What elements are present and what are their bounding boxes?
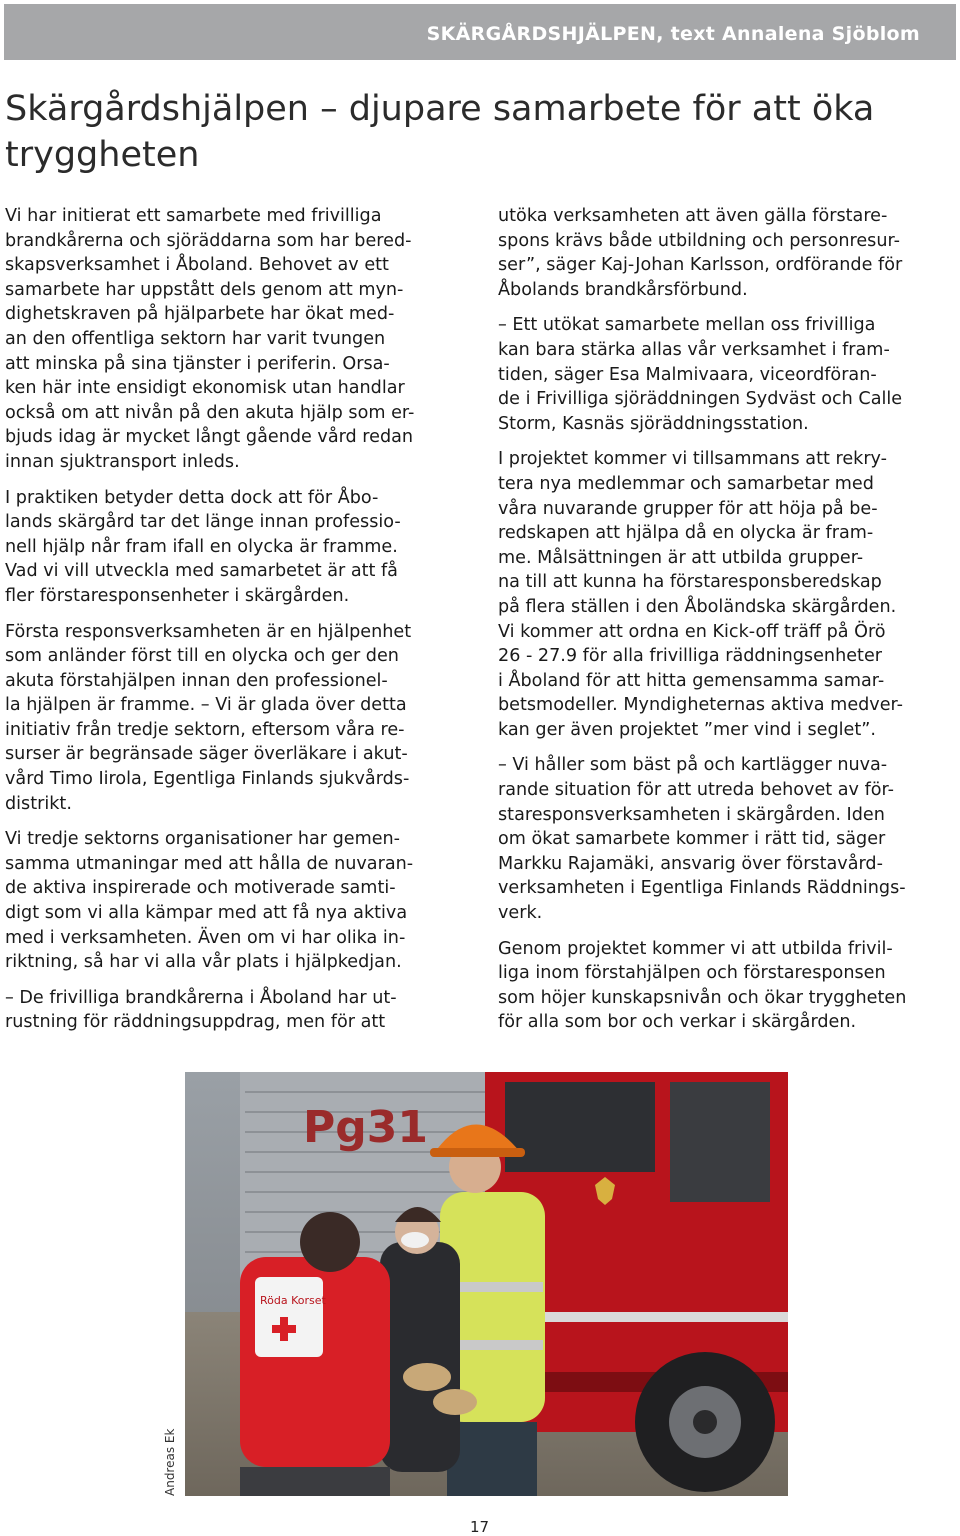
article-paragraph xyxy=(498,753,960,925)
article-text-line: spons krävs både utbildning och personresur- xyxy=(498,230,900,251)
article-text-line: na till att kunna ha förstaresponsberedskap xyxy=(498,572,882,593)
article-text-line: för alla som bor och verkar i skärgården. xyxy=(498,1012,857,1033)
article-text-line: som anländer först till en olycka och ger den xyxy=(5,646,399,667)
article-text-line: att minska på sina tjänster i periferin. Orsa- xyxy=(5,353,390,374)
article-text-line: ser”, säger Kaj-Johan Karlsson, ordförande för xyxy=(498,255,903,276)
article-text-line: 26 - 27.9 för alla frivilliga räddningsenheter xyxy=(498,646,883,667)
article-text-line: betsmodeller. Myndigheternas aktiva medver- xyxy=(498,695,903,716)
article-text-line: I projektet kommer vi tillsammans att rekry- xyxy=(498,449,888,470)
article-paragraph xyxy=(498,204,960,302)
article-paragraph xyxy=(498,937,960,1035)
article-text-line: Vi tredje sektorns organisationer har gemen- xyxy=(5,829,401,850)
article-text-line: Första responsverksamheten är en hjälpenhet xyxy=(5,621,412,642)
article-text-line: innan sjuktransport inleds. xyxy=(5,451,240,472)
page-number: 17 xyxy=(470,1518,490,1536)
article-paragraph xyxy=(5,827,467,975)
article-text-line: nell hjälp når fram ifall en olycka är framme. xyxy=(5,536,398,557)
article-paragraph xyxy=(498,447,960,742)
section-header-bar xyxy=(4,4,956,60)
article-text-line: rustning för räddningsuppdrag, men för att xyxy=(5,1012,386,1033)
article-text-line: Storm, Kasnäs sjöräddningsstation. xyxy=(498,413,809,434)
article-paragraph xyxy=(5,204,467,475)
photo-credit: Andreas Ek xyxy=(163,1428,177,1496)
article-text-line: vård Timo Iirola, Egentliga Finlands sjukvårds- xyxy=(5,769,410,790)
article-text-line: – Ett utökat samarbete mellan oss frivilliga xyxy=(498,315,876,336)
volunteer-hair xyxy=(300,1212,360,1272)
rescue-scene-illustration xyxy=(185,1072,788,1496)
glove xyxy=(433,1389,477,1415)
article-text-line: I praktiken betyder detta dock att för Åbo- xyxy=(5,487,379,508)
article-text-line: verk. xyxy=(498,903,543,924)
article-text-line: samma utmaningar med att hålla de nuvaran- xyxy=(5,853,414,874)
article-text-line: om ökat samarbete kommer i rätt tid, säger xyxy=(498,829,886,850)
article-text-line: Vi har initierat ett samarbete med frivilliga xyxy=(5,206,382,226)
glove xyxy=(403,1363,451,1391)
article-title-line: Skärgårdshjälpen – djupare samarbete för att öka xyxy=(5,89,875,129)
patient-jacket xyxy=(380,1242,460,1472)
article-text-line: skapsverksamhet i Åboland. Behovet av ett xyxy=(5,255,389,276)
article-paragraph xyxy=(498,313,960,436)
article-text-line: med i verksamheten. Även om vi har olika in- xyxy=(5,927,406,948)
article-text-line: redskapen att hjälpa då en olycka är fram- xyxy=(498,523,874,544)
article-text-line: Genom projektet kommer vi att utbilda frivil- xyxy=(498,938,893,959)
article-text-line: tiden, säger Esa Malmivaara, viceordföran- xyxy=(498,364,877,385)
article-text-line: bjuds idag är mycket långt gående vård redan xyxy=(5,427,414,448)
article-text-line: verksamheten i Egentliga Finlands Räddnings- xyxy=(498,878,906,899)
article-text-line: fler förstaresponsenheter i skärgården. xyxy=(5,585,350,606)
article-text-line: riktning, så har vi alla vår plats i hjälpkedjan. xyxy=(5,952,402,973)
article-text-line: Vi kommer att ordna en Kick-off träff på Örö xyxy=(498,621,886,642)
article-text-line: på flera ställen i den Åboländska skärgården. xyxy=(498,596,897,617)
article-text-line: Vad vi vill utveckla med samarbetet är att få xyxy=(5,561,398,582)
article-text-line: brandkårerna och sjöräddarna som har bered- xyxy=(5,230,412,251)
article-paragraph xyxy=(5,486,467,609)
article-right-column xyxy=(498,204,960,1046)
article-text-line: utöka verksamheten att även gälla förstare- xyxy=(498,206,888,226)
article-text-line: Markku Rajamäki, ansvarig över förstavård- xyxy=(498,853,883,874)
article-text-line: våra nuvarande grupper för att höja på be- xyxy=(498,498,878,519)
article-text-line: initiativ från tredje sektorn, eftersom våra re- xyxy=(5,719,405,740)
article-left-column xyxy=(5,204,467,1046)
article-text-line: liga inom förstahjälpen och förstaresponsen xyxy=(498,963,886,984)
article-text-line: samarbete har uppstått dels genom att myn- xyxy=(5,279,404,300)
article-text-line: de aktiva inspirerade och motiverade samti- xyxy=(5,878,396,899)
article-title xyxy=(5,86,945,178)
article-text-line: digt som vi alla kämpar med att få nya aktiva xyxy=(5,903,408,924)
truck-marking: Pg31 xyxy=(303,1102,428,1153)
article-text-line: också om att nivån på den akuta hjälp som er- xyxy=(5,402,415,423)
article-photo xyxy=(185,1072,788,1496)
article-text-line: an den offentliga sektorn har varit tvungen xyxy=(5,328,386,349)
article-text-line: kan ger även projektet ”mer vind i seglet”. xyxy=(498,719,876,740)
article-text-line: akuta förstahjälpen innan den professionel- xyxy=(5,670,388,691)
article-text-line: – De frivilliga brandkårerna i Åboland har ut- xyxy=(5,987,397,1008)
article-paragraph xyxy=(5,986,467,1035)
article-text-line: Åbolands brandkårsförbund. xyxy=(498,279,748,300)
article-text-line: dighetskraven på hjälparbete har ökat med- xyxy=(5,304,395,325)
article-text-line: rande situation för att utreda behovet av för- xyxy=(498,780,894,801)
article-text-line: som höjer kunskapsnivån och ökar tryggheten xyxy=(498,987,907,1008)
article-text-line: lands skärgård tar det länge innan professio- xyxy=(5,512,401,533)
article-text-line: kan bara stärka allas vår verksamhet i fram- xyxy=(498,339,890,360)
article-text-line: de i Frivilliga sjöräddningen Sydväst och Calle xyxy=(498,389,903,410)
article-paragraph xyxy=(5,620,467,817)
article-text-line: tera nya medlemmar och samarbetar med xyxy=(498,473,874,494)
article-text-line: staresponsverksamheten i skärgården. Iden xyxy=(498,804,885,825)
article-text-line: surser är begränsade säger överläkare i akut- xyxy=(5,744,408,765)
article-text-line: distrikt. xyxy=(5,793,72,814)
article-text-line: la hjälpen är framme. – Vi är glada över detta xyxy=(5,695,407,716)
section-label: SKÄRGÅRDSHJÄLPEN, text Annalena Sjöblom xyxy=(426,23,920,45)
article-text-line: – Vi håller som bäst på och kartlägger nuva- xyxy=(498,755,888,776)
article-text-line: me. Målsättningen är att utbilda grupper- xyxy=(498,547,864,568)
vest-label: Röda Korset xyxy=(260,1294,326,1307)
article-text-line: ken här inte ensidigt ekonomisk utan handlar xyxy=(5,378,405,399)
article-text-line: i Åboland för att hitta gemensamma samar- xyxy=(498,670,885,691)
article-title-line: tryggheten xyxy=(5,135,200,175)
